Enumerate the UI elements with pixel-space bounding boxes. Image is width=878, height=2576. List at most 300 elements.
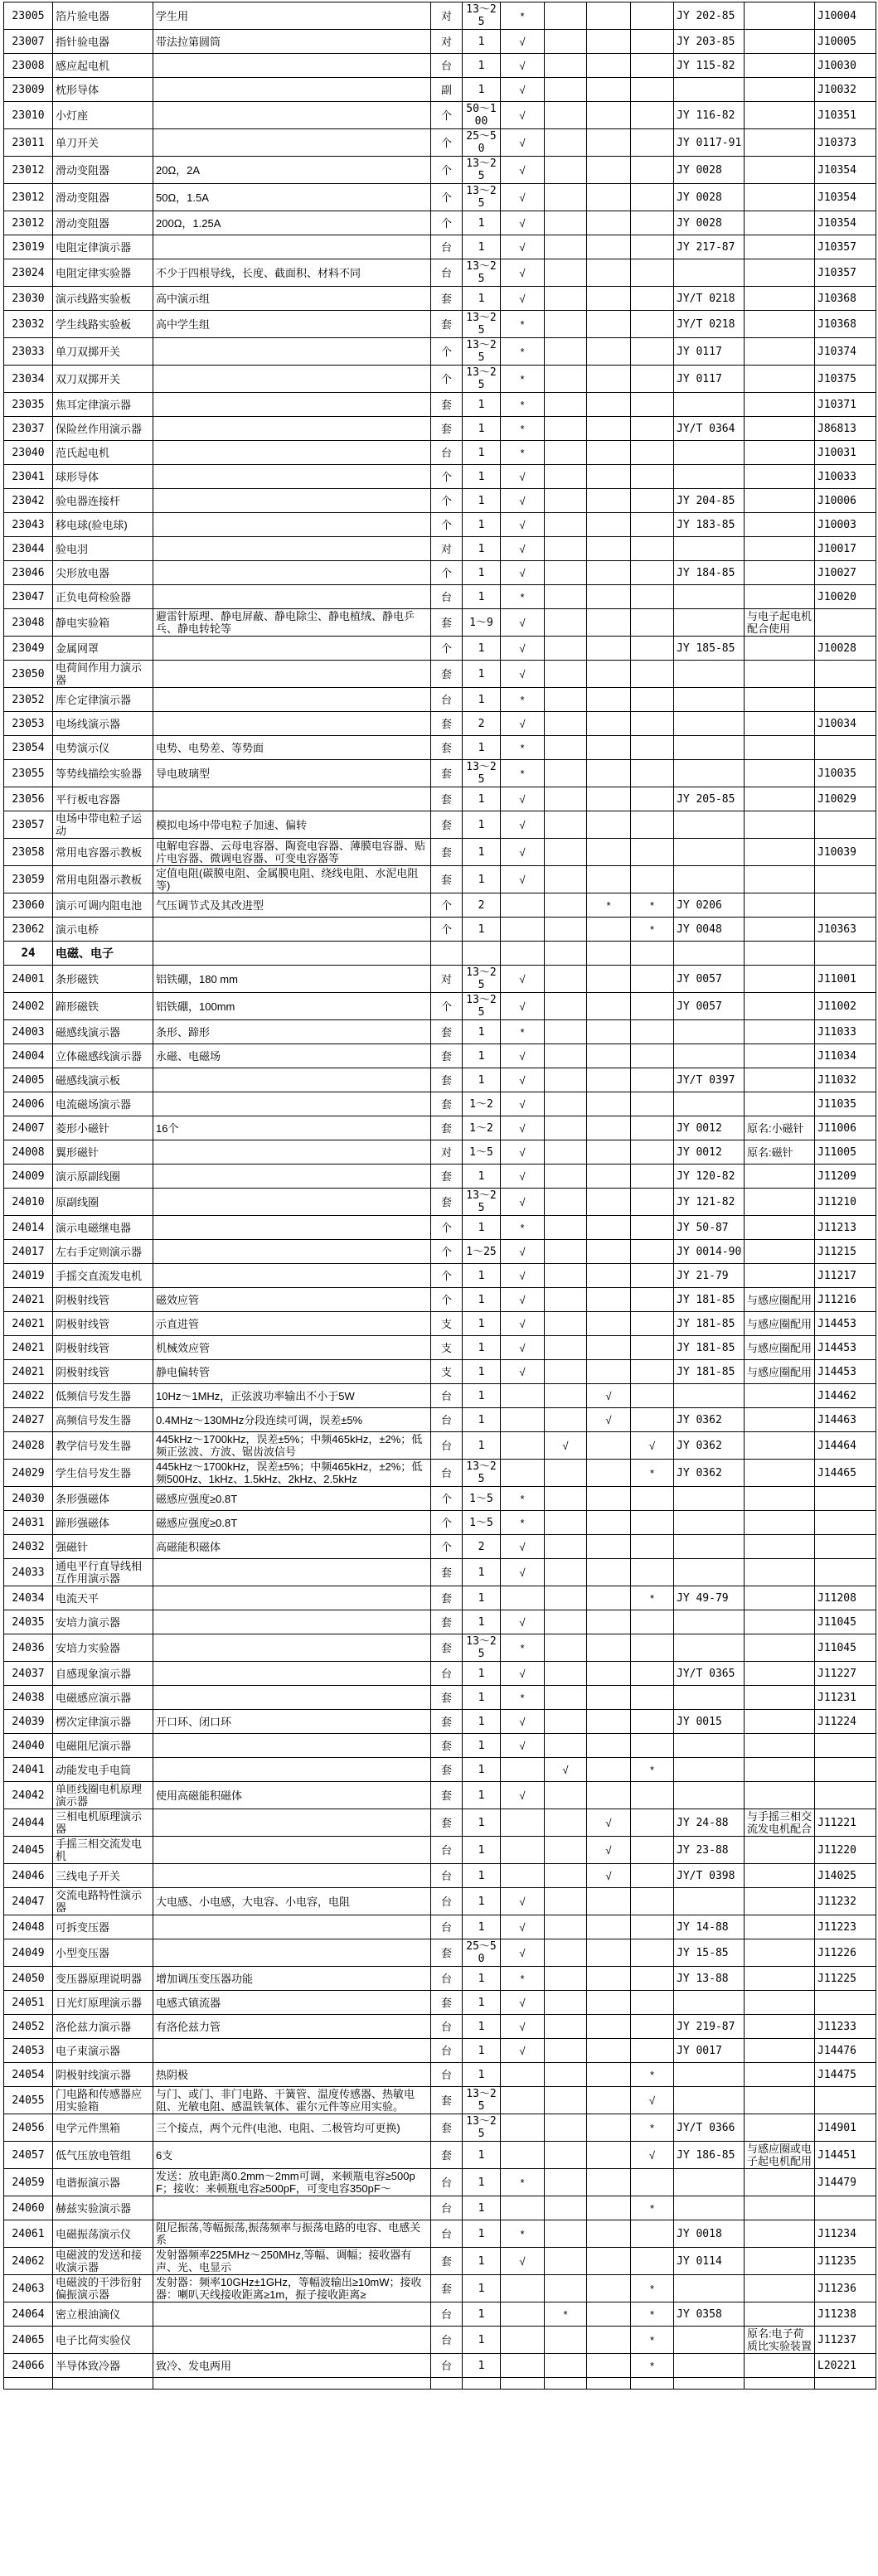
cell-mark-c: √: [587, 1837, 631, 1864]
cell-spec: 20Ω，2A: [153, 157, 431, 184]
cell-mark-a: √: [501, 1264, 545, 1288]
cell-standard: JY/T 0218: [674, 311, 745, 338]
cell-mark-b: [545, 102, 587, 129]
cell-mark-b: [545, 2327, 587, 2354]
cell-mark-a: √: [501, 489, 545, 513]
cell-code: 24047: [4, 1888, 53, 1915]
cell-remark: [745, 465, 815, 489]
cell-code: 24029: [4, 1460, 53, 1487]
cell-mark-b: [545, 893, 587, 918]
cell-code: 24039: [4, 1710, 53, 1734]
cell-unit: 个: [431, 1487, 463, 1511]
cell-mark-a: √: [501, 966, 545, 993]
cell-standard: JY 186-85: [674, 2142, 745, 2169]
cell-mark-a: √: [501, 1288, 545, 1312]
cell-spec: 三个接点，两个元件(电池、电阻、二极管均可更换): [153, 2114, 431, 2142]
cell-mark-c: [587, 338, 631, 366]
cell-standard: [674, 736, 745, 760]
cell-standard: JY 0017: [674, 2039, 745, 2063]
cell-standard: JY 205-85: [674, 787, 745, 811]
cell-mark-a: √: [501, 712, 545, 736]
cell-standard: JY 0014-90: [674, 1240, 745, 1264]
equipment-table-body: [4, 2, 876, 2390]
cell-mark-c: [587, 2169, 631, 2196]
cell-name: 磁感线演示器: [53, 1020, 153, 1044]
cell-remark: [745, 1559, 815, 1586]
table-row: [4, 211, 876, 235]
table-row: [4, 2039, 876, 2063]
cell-code: 23012: [4, 184, 53, 211]
cell-spec: 学生用: [153, 2, 431, 30]
cell-mark-d: [631, 2169, 674, 2196]
cell-standard: JY 121-82: [674, 1189, 745, 1216]
cell-remark: [745, 1408, 815, 1432]
cell-remark: [745, 537, 815, 561]
cell-name: 菱形小磁针: [53, 1116, 153, 1140]
cell-mark-c: [587, 1336, 631, 1360]
cell-mark-a: *: [501, 311, 545, 338]
cell-remark: [745, 787, 815, 811]
cell-mark-d: [631, 811, 674, 839]
cell-mark-c: [587, 787, 631, 811]
cell-code: 24055: [4, 2087, 53, 2114]
cell-code: 23042: [4, 489, 53, 513]
cell-code: 23053: [4, 712, 53, 736]
cell-standard: [674, 2169, 745, 2196]
cell-spec: 定值电阻(碳膜电阻、金属膜电阻、绕线电阻、水泥电阻等): [153, 866, 431, 893]
cell-spec: [153, 2378, 431, 2390]
cell-code: 24060: [4, 2196, 53, 2220]
cell-code: 24004: [4, 1044, 53, 1068]
cell-standard: JY 0114: [674, 2248, 745, 2275]
cell-mark-b: [545, 2142, 587, 2169]
cell-code2: J10035: [815, 760, 876, 787]
cell-code2: [815, 1535, 876, 1559]
cell-code: 24017: [4, 1240, 53, 1264]
cell-code2: J11237: [815, 2327, 876, 2354]
cell-mark-a: √: [501, 1888, 545, 1915]
cell-name: 安培力演示器: [53, 1610, 153, 1634]
cell-name: 强磁针: [53, 1535, 153, 1559]
cell-unit: 支: [431, 1336, 463, 1360]
cell-mark-a: *: [501, 1686, 545, 1710]
cell-qty: 1～25: [463, 1240, 501, 1264]
cell-mark-c: [587, 235, 631, 259]
cell-remark: [745, 441, 815, 465]
cell-mark-c: [587, 1460, 631, 1487]
table-row: [4, 585, 876, 609]
cell-code: 24019: [4, 1264, 53, 1288]
cell-code2: [815, 1734, 876, 1758]
table-row: [4, 441, 876, 465]
cell-name: 门电路和传感器应用实验箱: [53, 2087, 153, 2114]
table-row: [4, 1734, 876, 1758]
cell-spec: 发射器：频率10GHz±1GHz，等幅波输出≥10mW；接收器：喇叭天线接收距离≥1m，振子接收距离≥: [153, 2275, 431, 2302]
cell-code: 24021: [4, 1312, 53, 1336]
cell-spec: 铝铁硼，180 mm: [153, 966, 431, 993]
cell-mark-a: [501, 1408, 545, 1432]
cell-code: 24057: [4, 2142, 53, 2169]
cell-mark-d: [631, 1634, 674, 1662]
cell-unit: 台: [431, 1837, 463, 1864]
cell-name: 演示可调内阻电池: [53, 893, 153, 918]
cell-unit: 个: [431, 1240, 463, 1264]
cell-mark-d: [631, 1939, 674, 1967]
cell-mark-a: *: [501, 760, 545, 787]
cell-code: 23007: [4, 30, 53, 54]
cell-remark: [745, 893, 815, 918]
cell-name: 尖形放电器: [53, 561, 153, 585]
cell-code2: J14464: [815, 1432, 876, 1460]
cell-mark-d: [631, 609, 674, 637]
cell-qty: 13～25: [463, 1634, 501, 1662]
cell-code: 23050: [4, 661, 53, 688]
cell-code: 23012: [4, 157, 53, 184]
cell-code: 24048: [4, 1915, 53, 1939]
cell-qty: 1: [463, 866, 501, 893]
cell-qty: 1～2: [463, 1092, 501, 1116]
cell-spec: 磁效应管: [153, 1288, 431, 1312]
cell-spec: [153, 54, 431, 78]
cell-mark-b: [545, 1634, 587, 1662]
cell-mark-b: [545, 2087, 587, 2114]
cell-name: 阴极射线管: [53, 1336, 153, 1360]
cell-mark-b: [545, 1734, 587, 1758]
cell-remark: [745, 129, 815, 157]
cell-remark: 原名:电子荷质比实验装置: [745, 2327, 815, 2354]
cell-code2: J10003: [815, 513, 876, 537]
cell-mark-b: [545, 1610, 587, 1634]
cell-unit: 套: [431, 1782, 463, 1809]
table-row: [4, 1610, 876, 1634]
cell-name: 电子比荷实验仪: [53, 2327, 153, 2354]
cell-standard: JY 13-88: [674, 1967, 745, 1991]
cell-standard: [674, 811, 745, 839]
cell-mark-c: √: [587, 1384, 631, 1408]
cell-mark-a: *: [501, 1020, 545, 1044]
table-row: [4, 1360, 876, 1384]
table-row: [4, 866, 876, 893]
cell-standard: [674, 866, 745, 893]
cell-mark-c: [587, 1967, 631, 1991]
cell-code2: J14453: [815, 1312, 876, 1336]
cell-unit: 个: [431, 1288, 463, 1312]
cell-mark-b: [545, 561, 587, 585]
cell-remark: [745, 2169, 815, 2196]
cell-standard: [674, 1511, 745, 1535]
cell-mark-b: [545, 1967, 587, 1991]
cell-mark-c: [587, 489, 631, 513]
cell-spec: [153, 637, 431, 661]
table-row: [4, 1020, 876, 1044]
cell-name: 电场中带电粒子运动: [53, 811, 153, 839]
cell-remark: [745, 637, 815, 661]
cell-remark: [745, 688, 815, 712]
cell-qty: 1: [463, 1165, 501, 1189]
cell-spec: 开口环、闭口环: [153, 1710, 431, 1734]
cell-unit: 套: [431, 417, 463, 441]
cell-name: 电磁波的发送和接收演示器: [53, 2248, 153, 2275]
cell-name: 通电平行直导线相互作用演示器: [53, 1559, 153, 1586]
cell-standard: [674, 942, 745, 966]
cell-remark: 与感应圈配用: [745, 1288, 815, 1312]
cell-mark-a: √: [501, 1610, 545, 1634]
cell-mark-c: [587, 1240, 631, 1264]
cell-spec: [153, 102, 431, 129]
cell-code2: J11225: [815, 1967, 876, 1991]
cell-name: 枕形导体: [53, 78, 153, 102]
cell-unit: 套: [431, 2142, 463, 2169]
cell-name: 蹄形磁铁: [53, 993, 153, 1020]
cell-mark-b: [545, 1336, 587, 1360]
cell-standard: JY 0117-91: [674, 129, 745, 157]
cell-code: 24059: [4, 2169, 53, 2196]
cell-qty: 1: [463, 1408, 501, 1432]
cell-mark-a: √: [501, 2248, 545, 2275]
cell-unit: 个: [431, 1264, 463, 1288]
cell-mark-b: [545, 489, 587, 513]
cell-mark-b: [545, 465, 587, 489]
table-row: [4, 1710, 876, 1734]
cell-code: 23033: [4, 338, 53, 366]
cell-qty: 1: [463, 688, 501, 712]
cell-qty: 1: [463, 537, 501, 561]
cell-standard: [674, 712, 745, 736]
cell-spec: [153, 1915, 431, 1939]
cell-name: 手摇三相交流发电机: [53, 1837, 153, 1864]
cell-code2: J10357: [815, 235, 876, 259]
cell-spec: [153, 688, 431, 712]
cell-code2: J11209: [815, 1165, 876, 1189]
cell-remark: [745, 1068, 815, 1092]
cell-mark-d: [631, 393, 674, 417]
cell-mark-a: √: [501, 1782, 545, 1809]
cell-code: 24028: [4, 1432, 53, 1460]
cell-spec: 高磁能积磁体: [153, 1535, 431, 1559]
cell-mark-d: [631, 1864, 674, 1888]
cell-standard: JY 0028: [674, 211, 745, 235]
cell-mark-c: [587, 1610, 631, 1634]
cell-spec: 电解电容器、云母电容器、陶瓷电容器、薄膜电容器、贴片电容器、微调电容器、可变电容器等: [153, 839, 431, 866]
cell-qty: 13～25: [463, 2, 501, 30]
cell-mark-b: [545, 311, 587, 338]
cell-standard: [674, 839, 745, 866]
cell-spec: [153, 787, 431, 811]
cell-mark-d: [631, 1140, 674, 1165]
cell-unit: 台: [431, 2063, 463, 2087]
cell-spec: 磁感应强度≥0.8T: [153, 1487, 431, 1511]
cell-mark-b: [545, 157, 587, 184]
cell-mark-a: [501, 1837, 545, 1864]
cell-mark-a: [501, 2087, 545, 2114]
table-row: [4, 1460, 876, 1487]
cell-mark-a: *: [501, 1511, 545, 1535]
table-row: [4, 393, 876, 417]
cell-mark-b: [545, 1487, 587, 1511]
cell-remark: [745, 338, 815, 366]
cell-code2: J11238: [815, 2302, 876, 2327]
cell-name: 三相电机原理演示器: [53, 1809, 153, 1837]
cell-code2: [815, 2087, 876, 2114]
cell-remark: [745, 839, 815, 866]
cell-unit: 套: [431, 866, 463, 893]
cell-code2: J14901: [815, 2114, 876, 2142]
cell-remark: [745, 1915, 815, 1939]
cell-mark-b: [545, 585, 587, 609]
cell-name: 双刀双掷开关: [53, 366, 153, 393]
cell-code: 23057: [4, 811, 53, 839]
cell-mark-d: [631, 2378, 674, 2390]
cell-spec: [153, 2196, 431, 2220]
cell-code: 23037: [4, 417, 53, 441]
cell-name: 库仑定律演示器: [53, 688, 153, 712]
cell-name: 平行板电容器: [53, 787, 153, 811]
cell-standard: JY 23-88: [674, 1837, 745, 1864]
cell-remark: [745, 736, 815, 760]
cell-qty: 1～9: [463, 609, 501, 637]
cell-code: [4, 2378, 53, 2390]
cell-code2: J14451: [815, 2142, 876, 2169]
cell-standard: [674, 1487, 745, 1511]
cell-standard: [674, 1888, 745, 1915]
cell-mark-d: [631, 637, 674, 661]
table-row: [4, 235, 876, 259]
cell-mark-b: [545, 1264, 587, 1288]
cell-name: 手摇交直流发电机: [53, 1264, 153, 1288]
cell-mark-b: [545, 1092, 587, 1116]
cell-mark-b: [545, 2169, 587, 2196]
table-row: [4, 2114, 876, 2142]
table-row: [4, 1044, 876, 1068]
cell-code2: J11034: [815, 1044, 876, 1068]
cell-unit: 套: [431, 2087, 463, 2114]
cell-qty: 1: [463, 287, 501, 311]
cell-standard: JY 181-85: [674, 1288, 745, 1312]
cell-qty: 1: [463, 1915, 501, 1939]
cell-code: 24044: [4, 1809, 53, 1837]
table-row: [4, 537, 876, 561]
cell-code2: [815, 1559, 876, 1586]
cell-spec: [153, 1165, 431, 1189]
cell-unit: 支: [431, 1360, 463, 1384]
cell-standard: JY 217-87: [674, 235, 745, 259]
table-row: [4, 1634, 876, 1662]
cell-spec: 模拟电场中带电粒子加速、偏转: [153, 811, 431, 839]
cell-spec: [153, 1610, 431, 1634]
cell-code2: J11220: [815, 1837, 876, 1864]
cell-mark-a: √: [501, 1535, 545, 1559]
cell-mark-c: [587, 1116, 631, 1140]
table-row: [4, 1686, 876, 1710]
cell-unit: 个: [431, 893, 463, 918]
cell-code2: J10039: [815, 839, 876, 866]
cell-mark-b: [545, 866, 587, 893]
cell-qty: 1～5: [463, 1487, 501, 1511]
cell-spec: [153, 1586, 431, 1610]
cell-mark-b: [545, 1559, 587, 1586]
cell-spec: [153, 2302, 431, 2327]
cell-mark-b: [545, 1460, 587, 1487]
cell-mark-d: [631, 1487, 674, 1511]
cell-remark: [745, 866, 815, 893]
cell-unit: 台: [431, 1432, 463, 1460]
cell-name: 单刀双掷开关: [53, 338, 153, 366]
cell-code: 24034: [4, 1586, 53, 1610]
cell-spec: 致冷、发电两用: [153, 2354, 431, 2378]
cell-qty: 1: [463, 1586, 501, 1610]
cell-qty: 1: [463, 1837, 501, 1864]
cell-mark-b: [545, 1165, 587, 1189]
cell-name: 阴极射线演示器: [53, 2063, 153, 2087]
cell-mark-c: [587, 1734, 631, 1758]
cell-code2: J10357: [815, 259, 876, 287]
cell-spec: [153, 513, 431, 537]
cell-spec: 铝铁硼，100mm: [153, 993, 431, 1020]
cell-mark-c: [587, 537, 631, 561]
cell-qty: 1: [463, 465, 501, 489]
cell-mark-a: *: [501, 2220, 545, 2248]
cell-code: 24063: [4, 2275, 53, 2302]
cell-qty: 1: [463, 1710, 501, 1734]
cell-mark-c: [587, 2015, 631, 2039]
table-row: [4, 1662, 876, 1686]
cell-code2: J11045: [815, 1610, 876, 1634]
cell-spec: [153, 661, 431, 688]
cell-mark-d: [631, 839, 674, 866]
cell-mark-b: [545, 129, 587, 157]
cell-code2: J10354: [815, 211, 876, 235]
cell-mark-c: [587, 609, 631, 637]
cell-remark: [745, 417, 815, 441]
table-row: [4, 102, 876, 129]
cell-mark-d: [631, 1360, 674, 1384]
cell-remark: [745, 1610, 815, 1634]
cell-code: 24008: [4, 1140, 53, 1165]
cell-spec: 永磁、电磁场: [153, 1044, 431, 1068]
cell-code: 24035: [4, 1610, 53, 1634]
table-row: [4, 54, 876, 78]
cell-name: 翼形磁针: [53, 1140, 153, 1165]
cell-mark-d: [631, 736, 674, 760]
cell-remark: 原名:小磁针: [745, 1116, 815, 1140]
cell-remark: [745, 1487, 815, 1511]
cell-mark-d: [631, 993, 674, 1020]
cell-spec: 10Hz～1MHz，正弦波功率输出不小于5W: [153, 1384, 431, 1408]
cell-mark-c: [587, 1092, 631, 1116]
cell-name: 蹄形强磁体: [53, 1511, 153, 1535]
cell-code2: [815, 1991, 876, 2015]
cell-mark-b: [545, 2354, 587, 2378]
cell-mark-a: √: [501, 1116, 545, 1140]
cell-standard: JY/T 0364: [674, 417, 745, 441]
cell-unit: 台: [431, 441, 463, 465]
cell-mark-c: [587, 1758, 631, 1782]
cell-code: 24021: [4, 1288, 53, 1312]
cell-mark-a: √: [501, 1559, 545, 1586]
cell-code: 24037: [4, 1662, 53, 1686]
table-row: [4, 1586, 876, 1610]
cell-code: 23047: [4, 585, 53, 609]
cell-code2: J10354: [815, 157, 876, 184]
cell-code2: J10005: [815, 30, 876, 54]
cell-name: 条形磁铁: [53, 966, 153, 993]
cell-mark-d: [631, 966, 674, 993]
cell-qty: 1: [463, 1216, 501, 1240]
cell-mark-a: √: [501, 993, 545, 1020]
cell-spec: [153, 1864, 431, 1888]
cell-standard: [674, 1044, 745, 1068]
cell-standard: JY 0012: [674, 1116, 745, 1140]
